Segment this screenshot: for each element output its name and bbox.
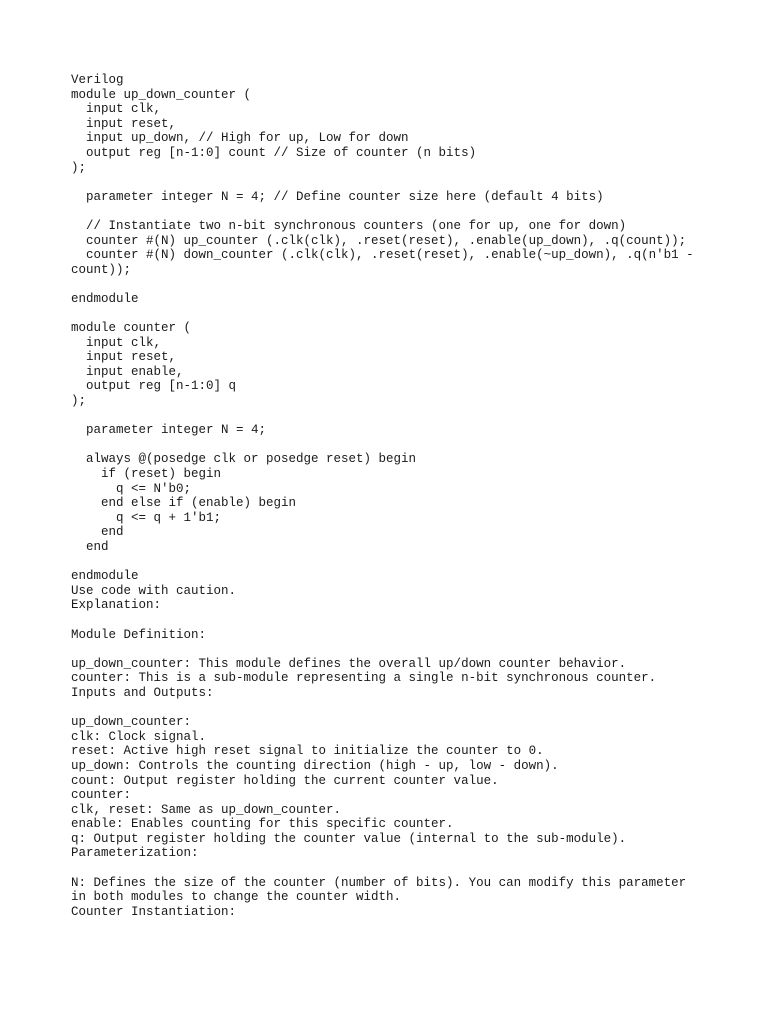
text-line: q <= N'b0; [71, 481, 192, 496]
document-text [71, 73, 721, 919]
text-line: Inputs and Outputs: [71, 685, 214, 700]
text-line: output reg [n-1:0] q [71, 379, 237, 394]
text-line: reset: Active high reset signal to initialize the counter to 0. [71, 744, 544, 759]
text-line: count: Output register holding the current counter value. [71, 773, 499, 788]
text-line: enable: Enables counting for this specific counter. [71, 817, 454, 832]
text-line: parameter integer N = 4; // Define counter size here (default 4 bits) [71, 189, 604, 204]
text-line [71, 861, 721, 876]
text-line: endmodule [71, 569, 139, 584]
text-line [71, 204, 721, 219]
text-line: input reset, [71, 116, 177, 131]
text-line [71, 701, 721, 716]
text-line: input clk, [71, 335, 162, 350]
text-line [71, 438, 721, 453]
text-line: input clk, [71, 102, 162, 117]
text-line: counter #(N) down_counter (.clk(clk), .reset(reset), .enable(~up_down), .q(n'b1 - [71, 248, 694, 263]
text-line: up_down_counter: [71, 715, 192, 730]
text-line [71, 277, 721, 292]
text-line: input reset, [71, 350, 177, 365]
text-line: module up_down_counter ( [71, 87, 252, 102]
text-line [71, 613, 721, 628]
text-line: up_down: Controls the counting direction (high - up, low - down). [71, 758, 559, 773]
text-line: // Instantiate two n-bit synchronous counters (one for up, one for down) [71, 218, 627, 233]
text-line [71, 555, 721, 570]
text-line: module counter ( [71, 321, 192, 336]
text-line: q <= q + 1'b1; [71, 510, 222, 525]
text-line: end [71, 525, 124, 540]
text-line: q: Output register holding the counter value (internal to the sub-module). [71, 831, 627, 846]
text-line: input enable, [71, 364, 184, 379]
text-line [71, 642, 721, 657]
text-line: clk: Clock signal. [71, 729, 207, 744]
text-line: end else if (enable) begin [71, 496, 297, 511]
text-line: endmodule [71, 291, 139, 306]
text-line: ); [71, 160, 87, 175]
text-line: Explanation: [71, 598, 162, 613]
text-line: ); [71, 394, 87, 409]
text-line [71, 175, 721, 190]
text-line: clk, reset: Same as up_down_counter. [71, 802, 342, 817]
text-line: N: Defines the size of the counter (number of bits). You can modify this parameter [71, 875, 687, 890]
text-line [71, 409, 721, 424]
text-line: counter: This is a sub-module representing a single n-bit synchronous counter. [71, 671, 657, 686]
text-line: up_down_counter: This module defines the overall up/down counter behavior. [71, 656, 627, 671]
text-line: counter: [71, 788, 132, 803]
text-line: count)); [71, 262, 132, 277]
text-line: counter #(N) up_counter (.clk(clk), .reset(reset), .enable(up_down), .q(count)); [71, 233, 687, 248]
text-line: in both modules to change the counter width. [71, 890, 402, 905]
text-line: end [71, 540, 109, 554]
text-line: Use code with caution. [71, 583, 237, 598]
text-line: Module Definition: [71, 627, 207, 642]
text-line: Verilog [71, 73, 124, 87]
text-line: always @(posedge clk or posedge reset) begin [71, 452, 417, 467]
text-line: input up_down, // High for up, Low for down [71, 131, 409, 146]
text-line: output reg [n-1:0] count // Size of counter (n bits) [71, 145, 477, 160]
text-line: Parameterization: [71, 846, 199, 861]
text-line: if (reset) begin [71, 467, 222, 482]
text-line: Counter Instantiation: [71, 904, 237, 919]
text-line [71, 307, 721, 322]
text-line: parameter integer N = 4; [71, 423, 267, 438]
